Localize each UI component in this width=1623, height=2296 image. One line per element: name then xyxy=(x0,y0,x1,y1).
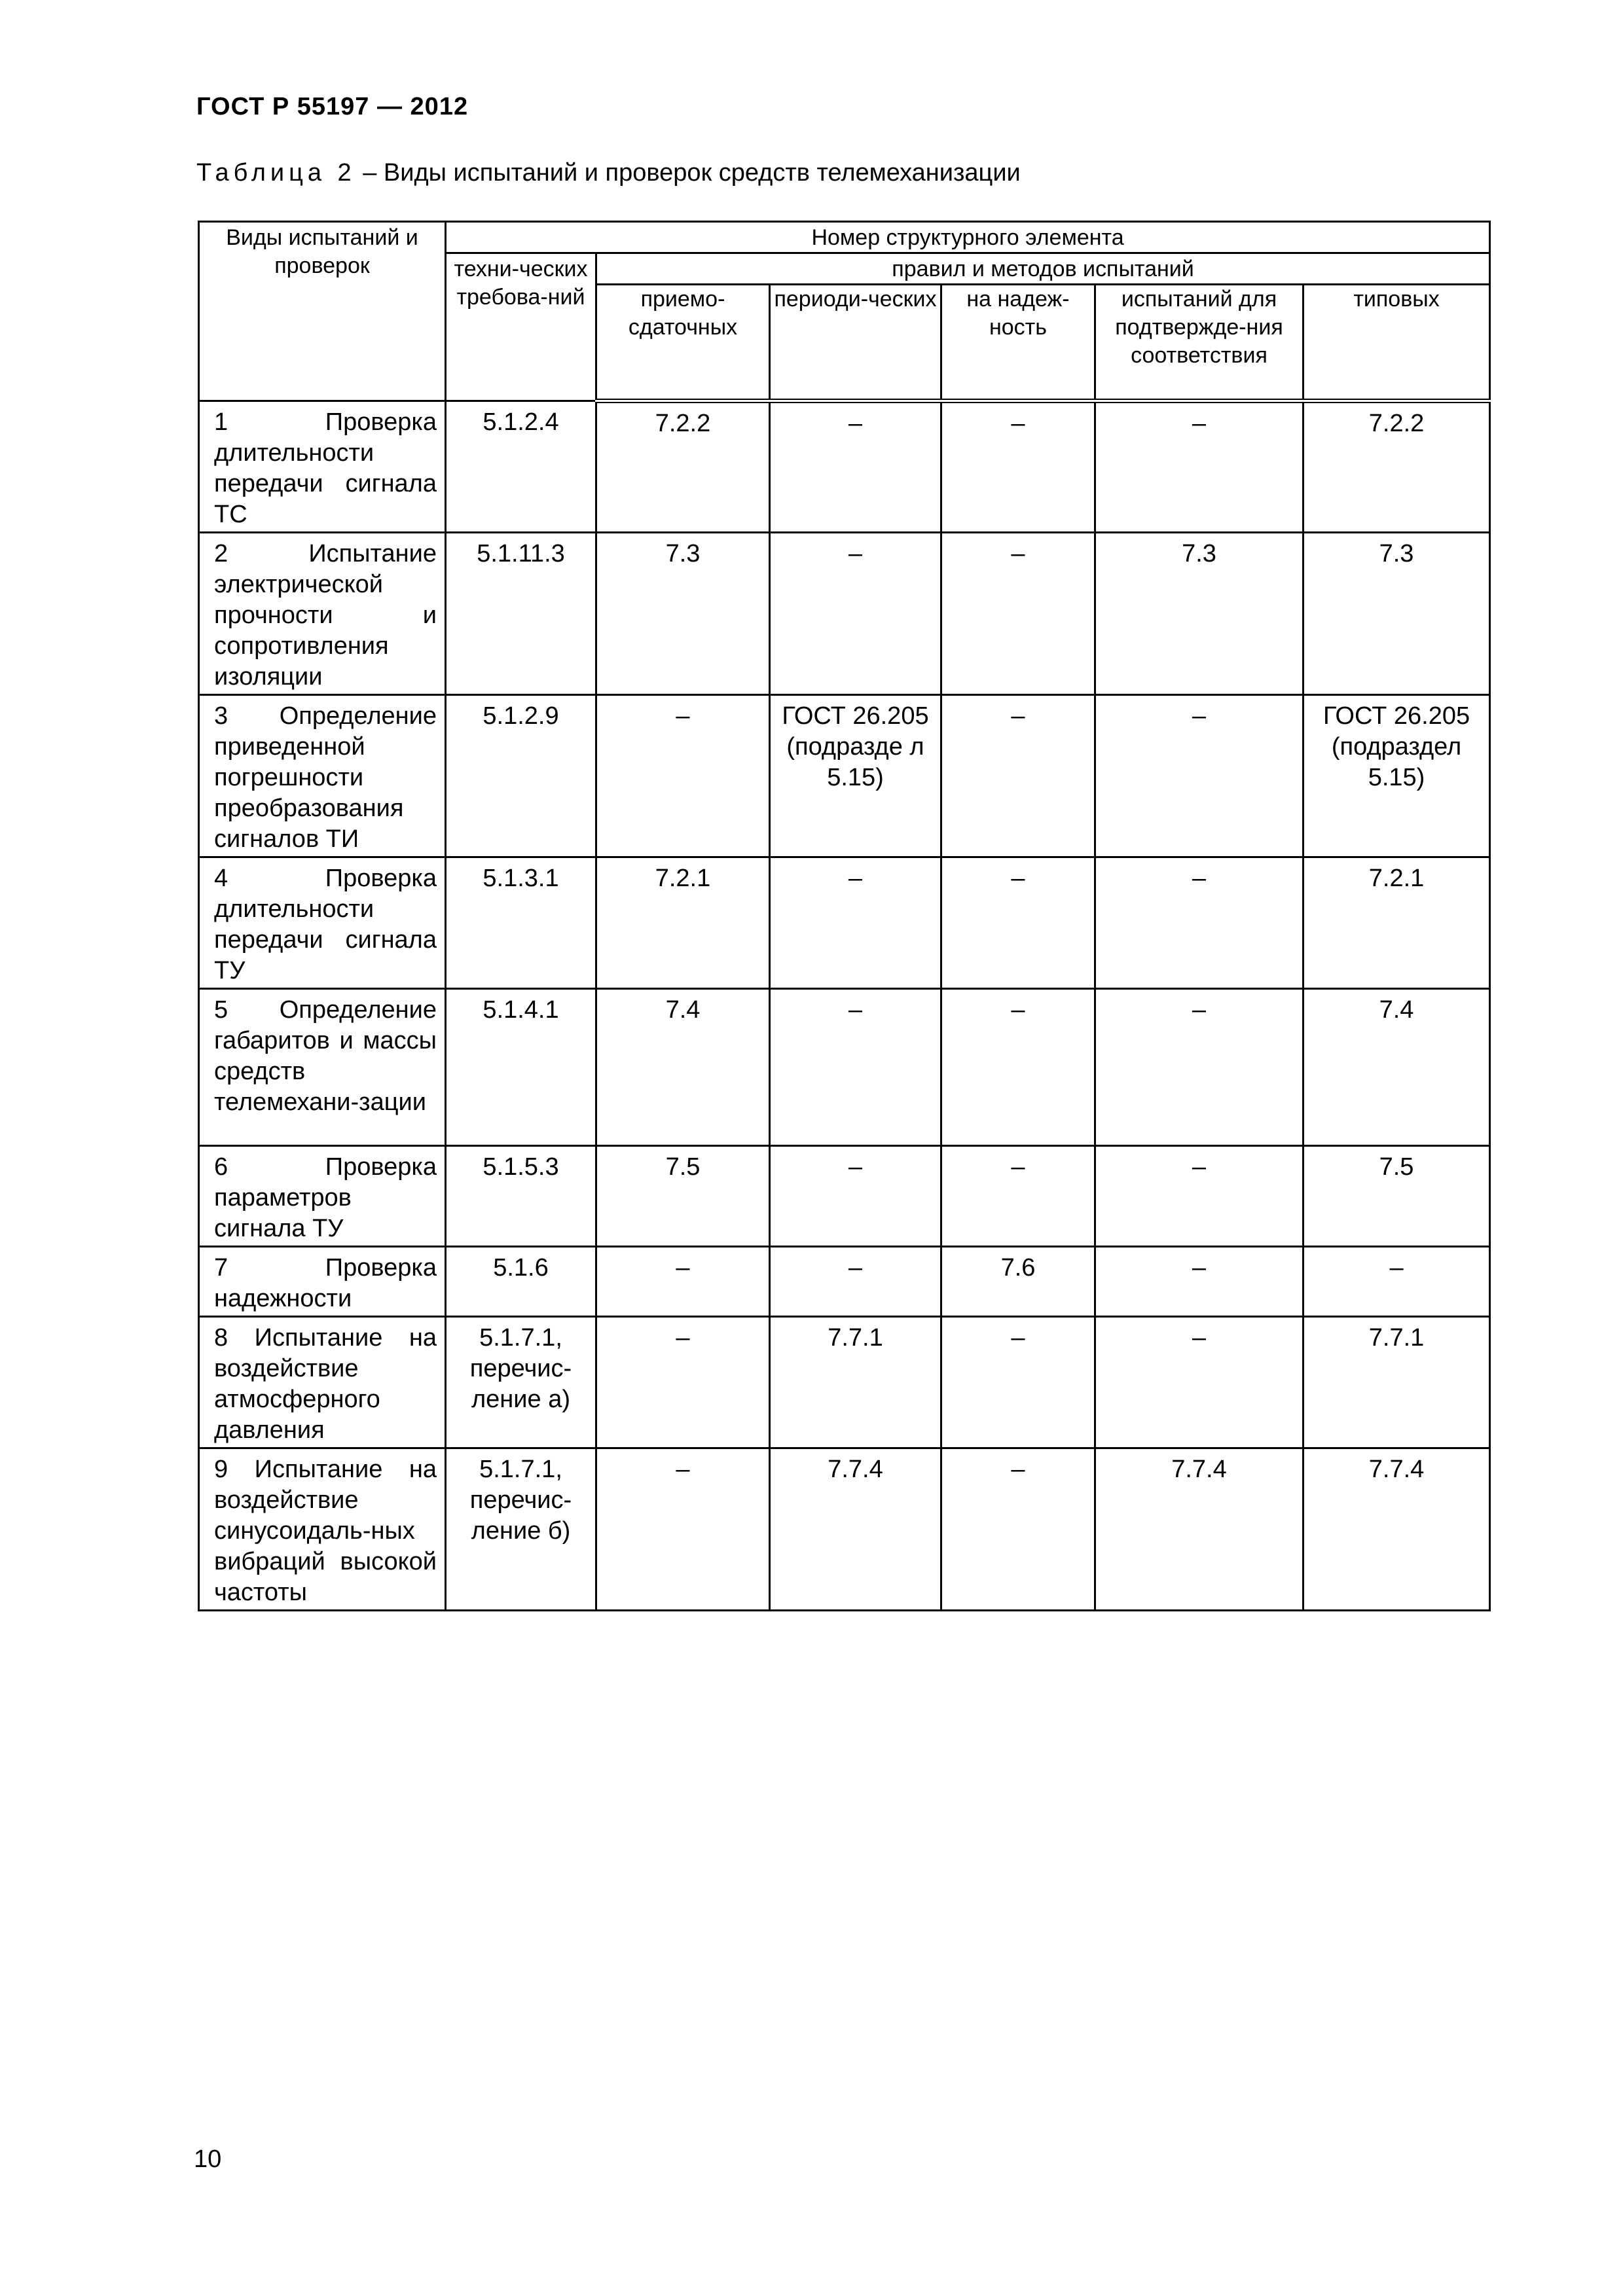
row-tech-ref: 5.1.3.1 xyxy=(446,857,596,989)
header-tech-requirements: техни-ческих требова-ний xyxy=(446,253,596,401)
header-acceptance: приемо-сдаточных xyxy=(596,285,770,401)
row-conformity-ref: – xyxy=(1095,1146,1304,1247)
table-caption xyxy=(196,159,1021,187)
row-conformity-ref: – xyxy=(1095,1247,1304,1317)
row-type-ref: ГОСТ 26.205 (подраздел 5.15) xyxy=(1304,695,1490,857)
table-row xyxy=(199,533,1490,695)
header-test-rules: правил и методов испытаний xyxy=(596,253,1490,285)
table-row xyxy=(199,857,1490,989)
row-tech-ref: 5.1.7.1, перечис-ление а) xyxy=(446,1317,596,1448)
row-reliability-ref: – xyxy=(941,1146,1095,1247)
row-tech-ref: 5.1.7.1, перечис-ление б) xyxy=(446,1448,596,1611)
header-conformity: испытаний для подтвержде-ния соответствия xyxy=(1095,285,1304,401)
table-row xyxy=(199,1146,1490,1247)
row-tech-ref: 5.1.6 xyxy=(446,1247,596,1317)
row-type-ref: 7.7.1 xyxy=(1304,1317,1490,1448)
row-type-ref: 7.3 xyxy=(1304,533,1490,695)
row-periodic-ref: – xyxy=(770,1247,941,1317)
header-test-kind: Виды испытаний и проверок xyxy=(199,222,446,401)
table-body xyxy=(199,401,1490,1611)
row-tech-ref: 5.1.11.3 xyxy=(446,533,596,695)
row-test-name: 6 Проверка параметров сигнала ТУ xyxy=(199,1146,446,1247)
row-type-ref: 7.5 xyxy=(1304,1146,1490,1247)
row-reliability-ref: – xyxy=(941,989,1095,1146)
row-tech-ref: 5.1.2.9 xyxy=(446,695,596,857)
row-test-name: 1 Проверка длительности передачи сигнала ТС xyxy=(199,401,446,533)
row-acceptance-ref: 7.2.2 xyxy=(596,401,770,533)
row-reliability-ref: – xyxy=(941,1448,1095,1611)
row-conformity-ref: 7.7.4 xyxy=(1095,1448,1304,1611)
document-code: ГОСТ Р 55197 — 2012 xyxy=(196,93,469,120)
row-conformity-ref: 7.3 xyxy=(1095,533,1304,695)
header-periodic: периоди-ческих xyxy=(770,285,941,401)
row-test-name: 9 Испытание на воздействие синусоидаль-ных вибраций высокой частоты xyxy=(199,1448,446,1611)
row-acceptance-ref: 7.3 xyxy=(596,533,770,695)
row-reliability-ref: – xyxy=(941,1317,1095,1448)
row-type-ref: 7.2.1 xyxy=(1304,857,1490,989)
row-type-ref: – xyxy=(1304,1247,1490,1317)
row-acceptance-ref: 7.4 xyxy=(596,989,770,1146)
table-caption-title: – Виды испытаний и проверок средств телемеханизации xyxy=(356,159,1021,187)
row-test-name: 3 Определение приведенной погрешности преобразования сигналов ТИ xyxy=(199,695,446,857)
row-test-name: 4 Проверка длительности передачи сигнала ТУ xyxy=(199,857,446,989)
table-caption-label: Таблица 2 xyxy=(196,159,356,187)
row-tech-ref: 5.1.4.1 xyxy=(446,989,596,1146)
row-conformity-ref: – xyxy=(1095,857,1304,989)
row-conformity-ref: – xyxy=(1095,1317,1304,1448)
row-type-ref: 7.4 xyxy=(1304,989,1490,1146)
row-periodic-ref: – xyxy=(770,857,941,989)
table-row xyxy=(199,1247,1490,1317)
table-row xyxy=(199,1317,1490,1448)
row-conformity-ref: – xyxy=(1095,401,1304,533)
row-tech-ref: 5.1.5.3 xyxy=(446,1146,596,1247)
row-test-name: 2 Испытание электрической прочности и сопротивления изоляции xyxy=(199,533,446,695)
row-acceptance-ref: 7.2.1 xyxy=(596,857,770,989)
row-periodic-ref: 7.7.1 xyxy=(770,1317,941,1448)
row-type-ref: 7.2.2 xyxy=(1304,401,1490,533)
row-acceptance-ref: – xyxy=(596,1317,770,1448)
row-periodic-ref: – xyxy=(770,533,941,695)
tests-table xyxy=(198,221,1491,1611)
row-acceptance-ref: – xyxy=(596,1448,770,1611)
row-acceptance-ref: – xyxy=(596,695,770,857)
row-acceptance-ref: 7.5 xyxy=(596,1146,770,1247)
table-row xyxy=(199,695,1490,857)
header-type: типовых xyxy=(1304,285,1490,401)
table-row xyxy=(199,989,1490,1146)
row-reliability-ref: 7.6 xyxy=(941,1247,1095,1317)
row-acceptance-ref: – xyxy=(596,1247,770,1317)
row-periodic-ref: ГОСТ 26.205 (подразде л 5.15) xyxy=(770,695,941,857)
table-row xyxy=(199,401,1490,533)
row-type-ref: 7.7.4 xyxy=(1304,1448,1490,1611)
row-test-name: 7 Проверка надежности xyxy=(199,1247,446,1317)
row-reliability-ref: – xyxy=(941,695,1095,857)
row-reliability-ref: – xyxy=(941,401,1095,533)
row-test-name: 8 Испытание на воздействие атмосферного давления xyxy=(199,1317,446,1448)
row-conformity-ref: – xyxy=(1095,695,1304,857)
table-head xyxy=(199,222,1490,401)
row-conformity-ref: – xyxy=(1095,989,1304,1146)
table-row xyxy=(199,1448,1490,1611)
row-test-name: 5 Определение габаритов и массы средств телемехани-зации xyxy=(199,989,446,1146)
row-periodic-ref: 7.7.4 xyxy=(770,1448,941,1611)
row-periodic-ref: – xyxy=(770,401,941,533)
row-reliability-ref: – xyxy=(941,533,1095,695)
row-reliability-ref: – xyxy=(941,857,1095,989)
row-periodic-ref: – xyxy=(770,1146,941,1247)
row-tech-ref: 5.1.2.4 xyxy=(446,401,596,533)
page-number: 10 xyxy=(194,2145,222,2173)
header-structural-element: Номер структурного элемента xyxy=(446,222,1490,253)
row-periodic-ref: – xyxy=(770,989,941,1146)
header-reliability: на надеж-ность xyxy=(941,285,1095,401)
